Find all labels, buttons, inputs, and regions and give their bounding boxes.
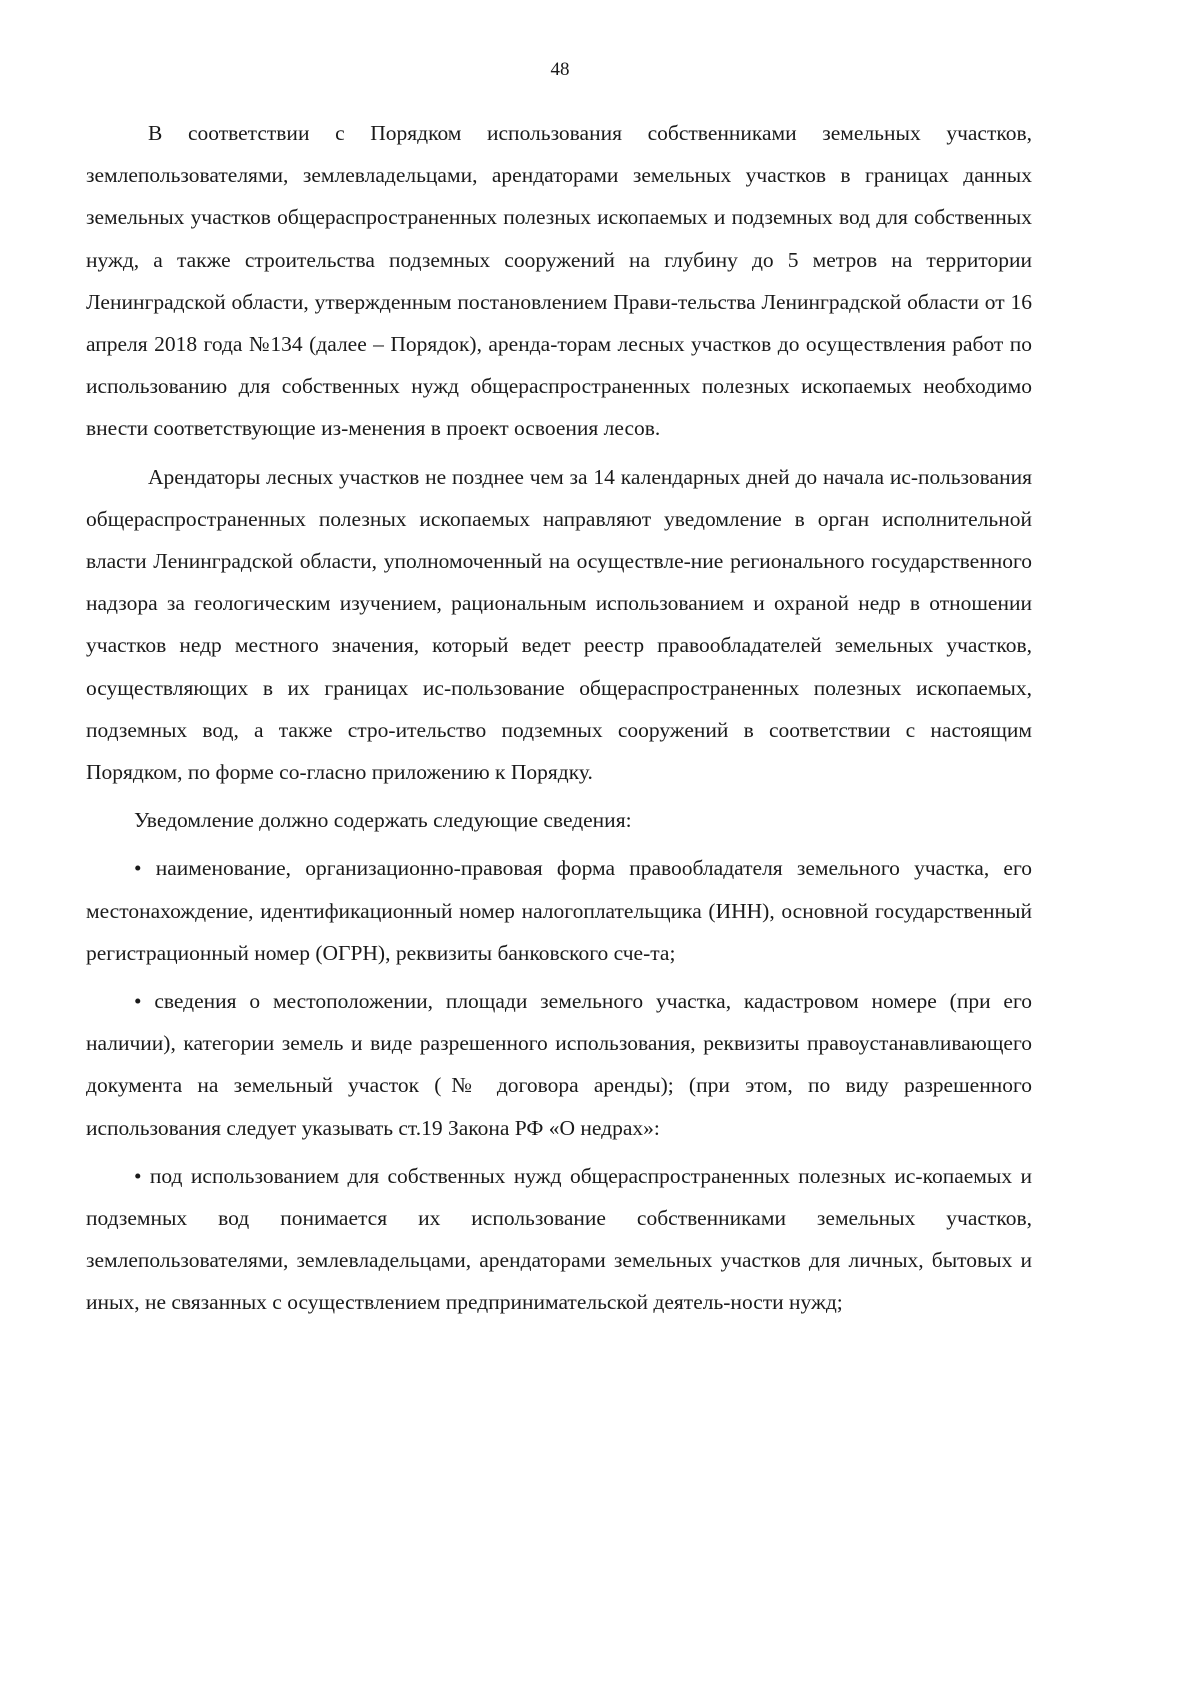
- paragraph-forest-development-project: В соответствии с Порядком использования собственниками земельных участков, землепользователями, землевладельцами, арендаторами земельных участков в границах данных земельных участков общераспространенных полезных ископаемых и подземных вод для собственных нужд, а также строительства подземных сооружений на глубину до 5 метров на территории Ленинградской области, утвержденным постановлением Прави-тельства Ленинградской области от 16 апреля 2018 года №134 (далее – Порядок), аренда-торам лесных участков до осуществления работ по использованию для собственных нужд общераспространенных полезных ископаемых необходимо внести соответствующие из-менения в проект освоения лесов.: [86, 121, 1032, 441]
- list-item-owner-details: • наименование, организационно-правовая форма правообладателя земельного участка, его местонахождение, идентификационный номер налогоплательщика (ИНН), основной государственный регистрационный номер (ОГРН), реквизиты банковского сче-та;: [86, 856, 1032, 965]
- list-item-land-plot-details: • сведения о местоположении, площади земельного участка, кадастровом номере (при его наличии), категории земель и виде разрешенного использования, реквизиты правоустанавливающего документа на земельный участок (№ договора аренды); (при этом, по виду разрешенного использования следует указывать ст.19 Закона РФ «О недрах»:: [86, 989, 1032, 1140]
- paragraph-notification-contents: Уведомление должно содержать следующие сведения:: [134, 808, 632, 833]
- paragraph-notification-requirement: Арендаторы лесных участков не позднее чем за 14 календарных дней до начала ис-пользования общераспространенных полезных ископаемых направляют уведомление в орган исполнительной власти Ленинградской области, уполномоченный на осуществле-ние регионального государственного надзора за геологическим изучением, рациональным использованием и охраной недр в отношении участков недр местного значения, который ведет реестр правообладателей земельных участков, осуществляющих в их границах ис-пользование общераспространенных полезных ископаемых, подземных вод, а также стро-ительство подземных сооружений в соответствии с настоящим Порядком, по форме со-гласно приложению к Порядку.: [86, 464, 1032, 785]
- list-item-own-needs-definition: • под использованием для собственных нужд общераспространенных полезных ис-копаемых и подземных вод понимается их использование собственниками земельных участков, землепользователями, землевладельцами, арендаторами земельных участков для личных, бытовых и иных, не связанных с осуществлением предпринимательской деятель-ности нужд;: [86, 1163, 1032, 1315]
- document-body: [86, 112, 1032, 1324]
- page-number: 48: [550, 59, 570, 80]
